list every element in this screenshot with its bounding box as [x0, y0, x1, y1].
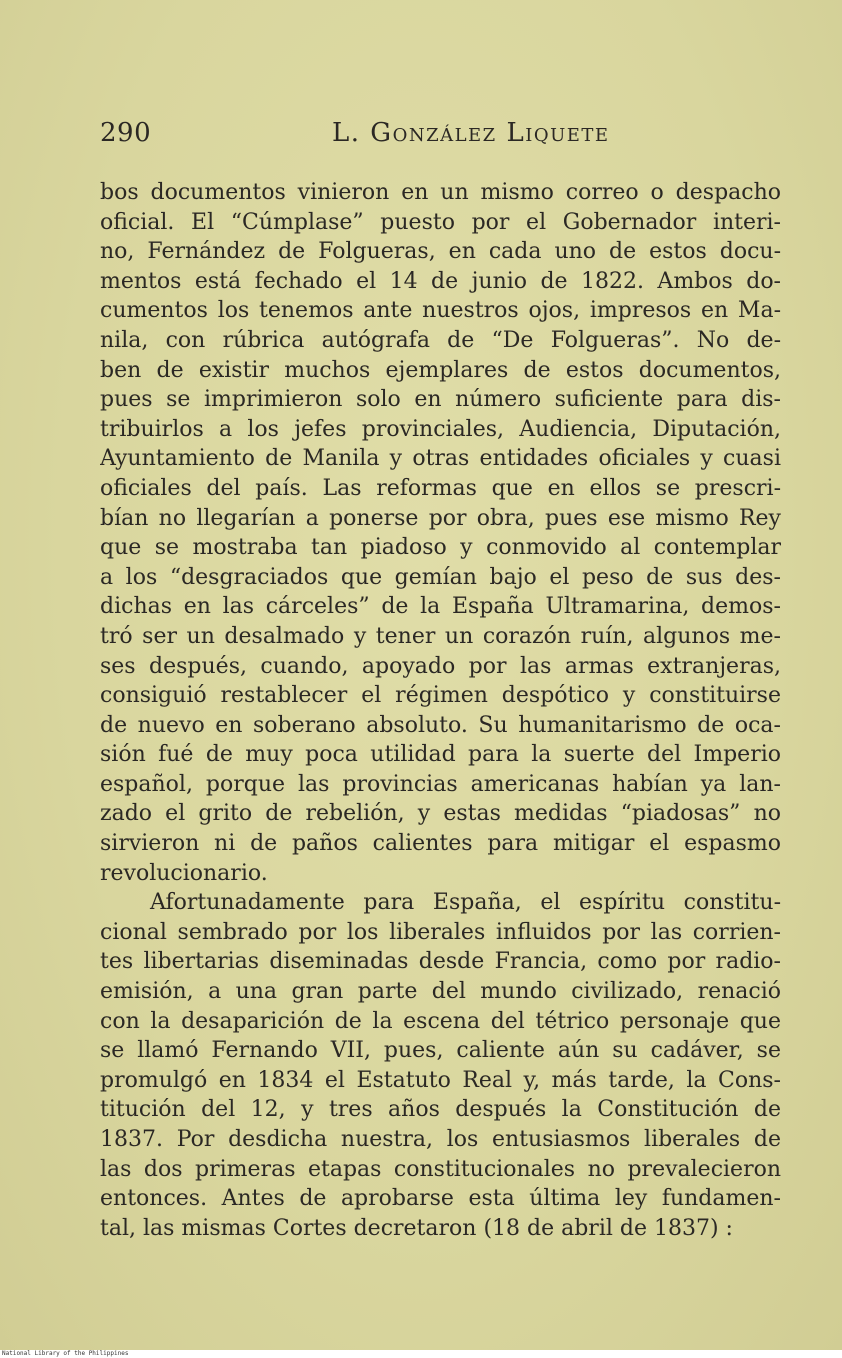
text-line: bían no llegarían a ponerse por obra, pues ese mismo Rey [100, 505, 781, 531]
library-credit: National Library of the Philippines [2, 1350, 129, 1357]
text-line: Afortunadamente para España, el espíritu constitu- [150, 890, 781, 916]
text-line: tal, las mismas Cortes decretaron (18 de abril de 1837) : [100, 1215, 733, 1241]
page-number: 290 [100, 118, 152, 148]
text-line: español, porque las provincias americanas habían ya lan- [100, 771, 781, 797]
text-line: cional sembrado por los liberales influidos por las corrien- [100, 919, 781, 945]
text-line: pues se imprimieron solo en número suficiente para dis- [100, 387, 781, 413]
text-line: tró ser un desalmado y tener un corazón ruín, algunos me- [100, 623, 781, 649]
text-line: las dos primeras etapas constitucionales no prevalecieron [100, 1156, 781, 1182]
text-line: de nuevo en soberano absoluto. Su humanitarismo de oca- [100, 712, 781, 738]
text-line: no, Fernández de Folgueras, en cada uno de estos docu- [100, 239, 781, 265]
text-line: 1837. Por desdicha nuestra, los entusiasmos liberales de [100, 1127, 781, 1152]
text-line: entonces. Antes de aprobarse esta última ley fundamen- [100, 1186, 781, 1212]
text-line: bos documentos vinieron en un mismo correo o despacho [100, 180, 781, 205]
text-line: tes libertarias diseminadas desde Francia, como por radio- [100, 949, 781, 975]
text-line: nila, con rúbrica autógrafa de “De Folgueras”. No de- [100, 327, 781, 353]
text-line: Ayuntamiento de Manila y otras entidades oficiales y cuasi [100, 446, 781, 472]
text-line: oficial. El “Cúmplase” puesto por el Gobernador interi- [100, 209, 781, 235]
running-head: L. González Liquete [332, 118, 610, 148]
scan-footer [0, 1350, 842, 1358]
paragraph-1 [100, 178, 781, 888]
text-line: dichas en las cárceles” de la España Ultramarina, demos- [100, 594, 781, 620]
text-line: emisión, a una gran parte del mundo civilizado, renació [100, 979, 781, 1005]
text-line: sión fué de muy poca utilidad para la suerte del Imperio [100, 742, 781, 768]
text-line: a los “desgraciados que gemían bajo el peso de sus des- [100, 564, 781, 590]
text-line: sirvieron ni de paños calientes para mitigar el espasmo [100, 831, 781, 857]
text-line: consiguió restablecer el régimen despótico y constituirse [100, 683, 781, 709]
text-line: que se mostraba tan piadoso y conmovido al contemplar [100, 535, 781, 561]
text-line: promulgó en 1834 el Estatuto Real y, más tarde, la Cons- [100, 1067, 781, 1093]
text-line: con la desaparición de la escena del tétrico personaje que [100, 1008, 781, 1034]
text-line: tribuirlos a los jefes provinciales, Audiencia, Diputación, [100, 416, 781, 442]
text-line: revolucionario. [100, 860, 268, 886]
paragraph-2 [100, 888, 781, 1243]
text-line: zado el grito de rebelión, y estas medidas “piadosas” no [100, 801, 781, 827]
body-text [100, 178, 781, 1243]
text-line: ses después, cuando, apoyado por las armas extranjeras, [100, 653, 781, 679]
text-line: cumentos los tenemos ante nuestros ojos, impresos en Ma- [100, 298, 781, 324]
text-line: se llamó Fernando VII, pues, caliente aún su cadáver, se [100, 1038, 781, 1064]
text-line: oficiales del país. Las reformas que en ellos se prescri- [100, 475, 781, 501]
text-line: mentos está fechado el 14 de junio de 1822. Ambos do- [100, 268, 781, 294]
text-line: titución del 12, y tres años después la Constitución de [100, 1097, 781, 1123]
text-line: ben de existir muchos ejemplares de estos documentos, [100, 357, 781, 383]
page-header [100, 118, 780, 154]
